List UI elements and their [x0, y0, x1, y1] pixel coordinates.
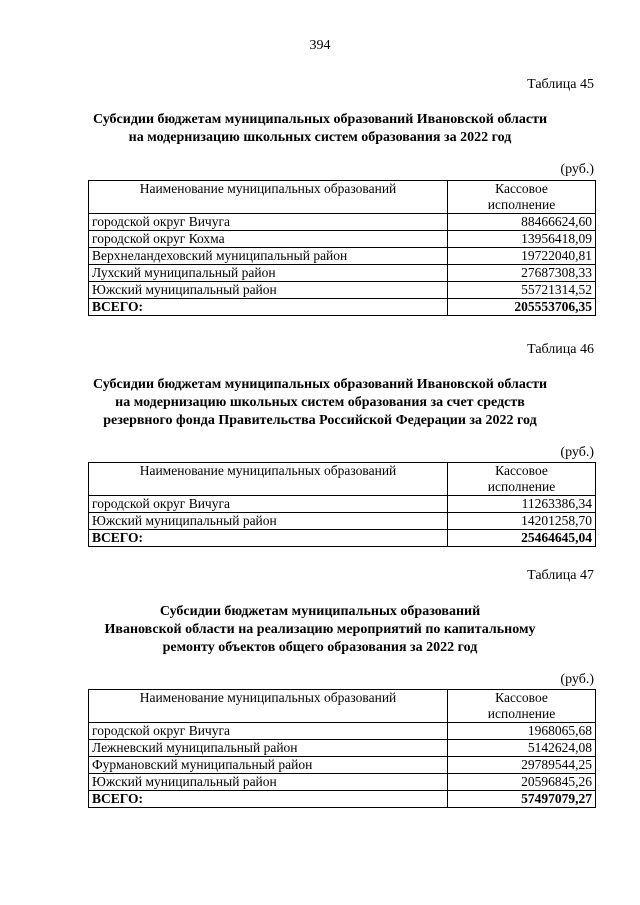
- row-name: Лежневский муниципальный район: [89, 740, 448, 757]
- row-name: городской округ Кохма: [89, 231, 448, 248]
- title-line: ремонту объектов общего образования за 2022 год: [162, 640, 478, 655]
- total-label: ВСЕГО:: [89, 299, 448, 316]
- table-45: [88, 180, 596, 316]
- table-row: [89, 282, 596, 299]
- title-line: Субсидии бюджетам муниципальных образований Ивановской области: [92, 377, 548, 392]
- row-value: 55721314,52: [448, 282, 596, 299]
- row-value: 19722040,81: [448, 248, 596, 265]
- title-line: резервного фонда Правительства Российской Федерации за 2022 год: [103, 413, 537, 428]
- row-value: 88466624,60: [448, 214, 596, 231]
- table-row: [89, 231, 596, 248]
- table-45-title: [0, 111, 640, 147]
- total-row: [89, 530, 596, 547]
- row-name: городской округ Вичуга: [89, 496, 448, 513]
- column-header-line: Кассовое: [495, 463, 548, 478]
- title-line: на модернизацию школьных систем образования за 2022 год: [128, 130, 512, 145]
- total-label: ВСЕГО:: [89, 530, 448, 547]
- table-row: [89, 740, 596, 757]
- table-46-caption: Таблица 46: [527, 342, 594, 357]
- total-value: 25464645,04: [448, 530, 596, 547]
- table-47-caption: Таблица 47: [527, 568, 594, 583]
- column-header-value: [448, 690, 596, 723]
- table-row: [89, 513, 596, 530]
- row-value: 29789544,25: [448, 757, 596, 774]
- column-header-line: исполнение: [487, 479, 556, 494]
- column-header-line: Кассовое: [495, 181, 548, 196]
- table-header-row: [89, 690, 596, 723]
- table-row: [89, 248, 596, 265]
- table-47-title: [0, 603, 640, 657]
- unit-label: (руб.): [560, 162, 594, 177]
- table-header-row: [89, 181, 596, 214]
- table-46-title: [0, 376, 640, 430]
- unit-label: (руб.): [560, 672, 594, 687]
- title-line: на модернизацию школьных систем образования за счет средств: [115, 395, 525, 410]
- column-header-name: Наименование муниципальных образований: [89, 181, 448, 214]
- table-row: [89, 757, 596, 774]
- table-row: [89, 496, 596, 513]
- row-name: Южский муниципальный район: [89, 774, 448, 791]
- table-46: [88, 462, 596, 547]
- row-name: городской округ Вичуга: [89, 214, 448, 231]
- column-header-name: Наименование муниципальных образований: [89, 690, 448, 723]
- total-row: [89, 299, 596, 316]
- row-value: 11263386,34: [448, 496, 596, 513]
- row-name: Южский муниципальный район: [89, 282, 448, 299]
- column-header-line: исполнение: [487, 706, 556, 721]
- row-name: Лухский муниципальный район: [89, 265, 448, 282]
- row-value: 13956418,09: [448, 231, 596, 248]
- table-header-row: [89, 463, 596, 496]
- table-row: [89, 214, 596, 231]
- total-label: ВСЕГО:: [89, 791, 448, 808]
- table-row: [89, 265, 596, 282]
- row-name: Южский муниципальный район: [89, 513, 448, 530]
- total-value: 57497079,27: [448, 791, 596, 808]
- title-line: Субсидии бюджетам муниципальных образований: [159, 604, 481, 619]
- row-name: Фурмановский муниципальный район: [89, 757, 448, 774]
- row-value: 20596845,26: [448, 774, 596, 791]
- column-header-line: Кассовое: [495, 690, 548, 705]
- total-value: 205553706,35: [448, 299, 596, 316]
- row-name: Верхнеландеховский муниципальный район: [89, 248, 448, 265]
- unit-label: (руб.): [560, 445, 594, 460]
- title-line: Субсидии бюджетам муниципальных образований Ивановской области: [92, 112, 548, 127]
- page-number: 394: [309, 38, 331, 53]
- column-header-name: Наименование муниципальных образований: [89, 463, 448, 496]
- row-value: 5142624,08: [448, 740, 596, 757]
- row-value: 1968065,68: [448, 723, 596, 740]
- row-name: городской округ Вичуга: [89, 723, 448, 740]
- column-header-value: [448, 181, 596, 214]
- table-45-caption: Таблица 45: [527, 77, 594, 92]
- table-row: [89, 723, 596, 740]
- column-header-value: [448, 463, 596, 496]
- title-line: Ивановской области на реализацию мероприятий по капитальному: [104, 622, 536, 637]
- table-47: [88, 689, 596, 808]
- table-row: [89, 774, 596, 791]
- column-header-line: исполнение: [487, 197, 556, 212]
- row-value: 14201258,70: [448, 513, 596, 530]
- row-value: 27687308,33: [448, 265, 596, 282]
- total-row: [89, 791, 596, 808]
